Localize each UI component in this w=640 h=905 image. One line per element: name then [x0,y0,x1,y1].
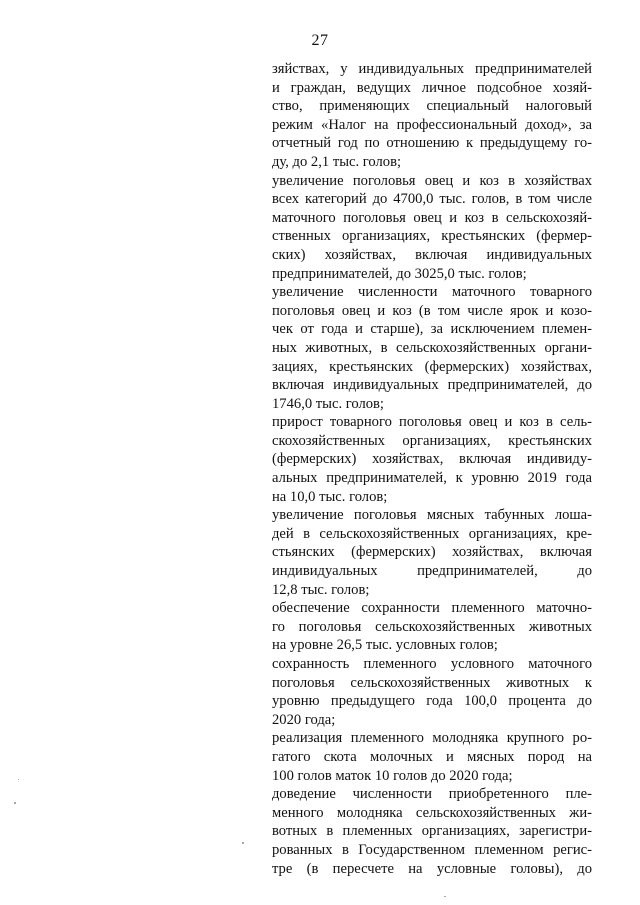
text-line: чек от года и старше), за исключением племен- [272,321,592,338]
text-line: отчетный год по отношению к предыдущему го- [272,135,592,152]
text-line: режим «Налог на профессиональный доход», за [272,116,592,133]
scan-speck [444,896,446,897]
text-line: поголовья сельскохозяйственных животных к [272,674,592,691]
text-line: увеличение поголовья овец и коз в хозяйствах [272,172,592,189]
text-line: вотных в племенных организациях, зарегистри- [272,823,592,840]
text-line: обеспечение сохранности племенного маточно- [272,600,592,617]
scan-speck [18,779,19,780]
text-line: (фермерских) хозяйствах, включая индивиду- [272,451,592,468]
text-line: маточного поголовья овец и коз в сельскохозяй- [272,209,592,226]
text-line: 1746,0 тыс. голов; [272,395,384,412]
text-line: поголовья овец и коз (в том числе ярок и козо- [272,302,592,319]
page-number: 27 [311,32,329,49]
text-line: го поголовья сельскохозяйственных животных [272,618,592,635]
text-line: рованных в Государственном племенном регис- [272,841,592,858]
text-line: предпринимателей, до 3025,0 тыс. голов; [272,265,527,282]
text-line: ных животных, в сельскохозяйственных органи- [272,339,592,356]
text-line: увеличение поголовья мясных табунных лоша- [272,507,592,524]
text-line: ских) хозяйствах, включая индивидуальных [272,246,592,263]
document-text-column [272,60,592,878]
text-line: стьянских (фермерских) хозяйствах, включая [272,544,592,561]
text-line: сохранность племенного условного маточного [272,656,592,672]
text-line: и граждан, ведущих личное подсобное хозяй- [272,79,592,96]
text-line: включая индивидуальных предпринимателей, до [272,377,592,394]
text-line: 12,8 тыс. голов; [272,581,370,598]
text-line: альных предпринимателей, к уровню 2019 года [272,470,592,487]
text-line: ство, применяющих специальный налоговый [272,98,592,115]
text-line: 100 голов маток 10 голов до 2020 года; [272,767,513,784]
text-line: всех категорий до 4700,0 тыс. голов, в том числе [272,191,592,208]
text-line: ственных организациях, крестьянских (фермер- [272,228,592,245]
text-line: скохозяйственных организациях, крестьянских [272,432,592,449]
text-line: на 10,0 тыс. голов; [272,488,388,505]
text-line: увеличение численности маточного товарного [272,284,592,301]
text-line: менного молодняка сельскохозяйственных жи- [272,804,592,821]
text-line: индивидуальных предпринимателей, до [272,563,592,580]
scan-speck [242,842,244,844]
text-line: прирост товарного поголовья овец и коз в сель- [272,414,592,431]
text-line: тре (в пересчете на условные головы), до [272,860,592,877]
text-line: уровню предыдущего года 100,0 процента до [272,693,592,710]
text-line: на уровне 26,5 тыс. условных голов; [272,637,498,654]
text-line: дей в сельскохозяйственных организациях, кре- [272,525,592,542]
scan-speck [14,802,16,804]
text-line: зациях, крестьянских (фермерских) хозяйствах, [272,358,592,375]
text-line: ду, до 2,1 тыс. голов; [272,153,402,170]
text-line: доведение численности приобретенного пле- [272,786,592,803]
text-line: реализация племенного молодняка крупного ро- [272,730,592,747]
text-line: 2020 года; [272,711,336,728]
text-line: зяйствах, у индивидуальных предпринимателей [272,61,592,77]
text-line: гатого скота молочных и мясных пород на [272,748,592,765]
